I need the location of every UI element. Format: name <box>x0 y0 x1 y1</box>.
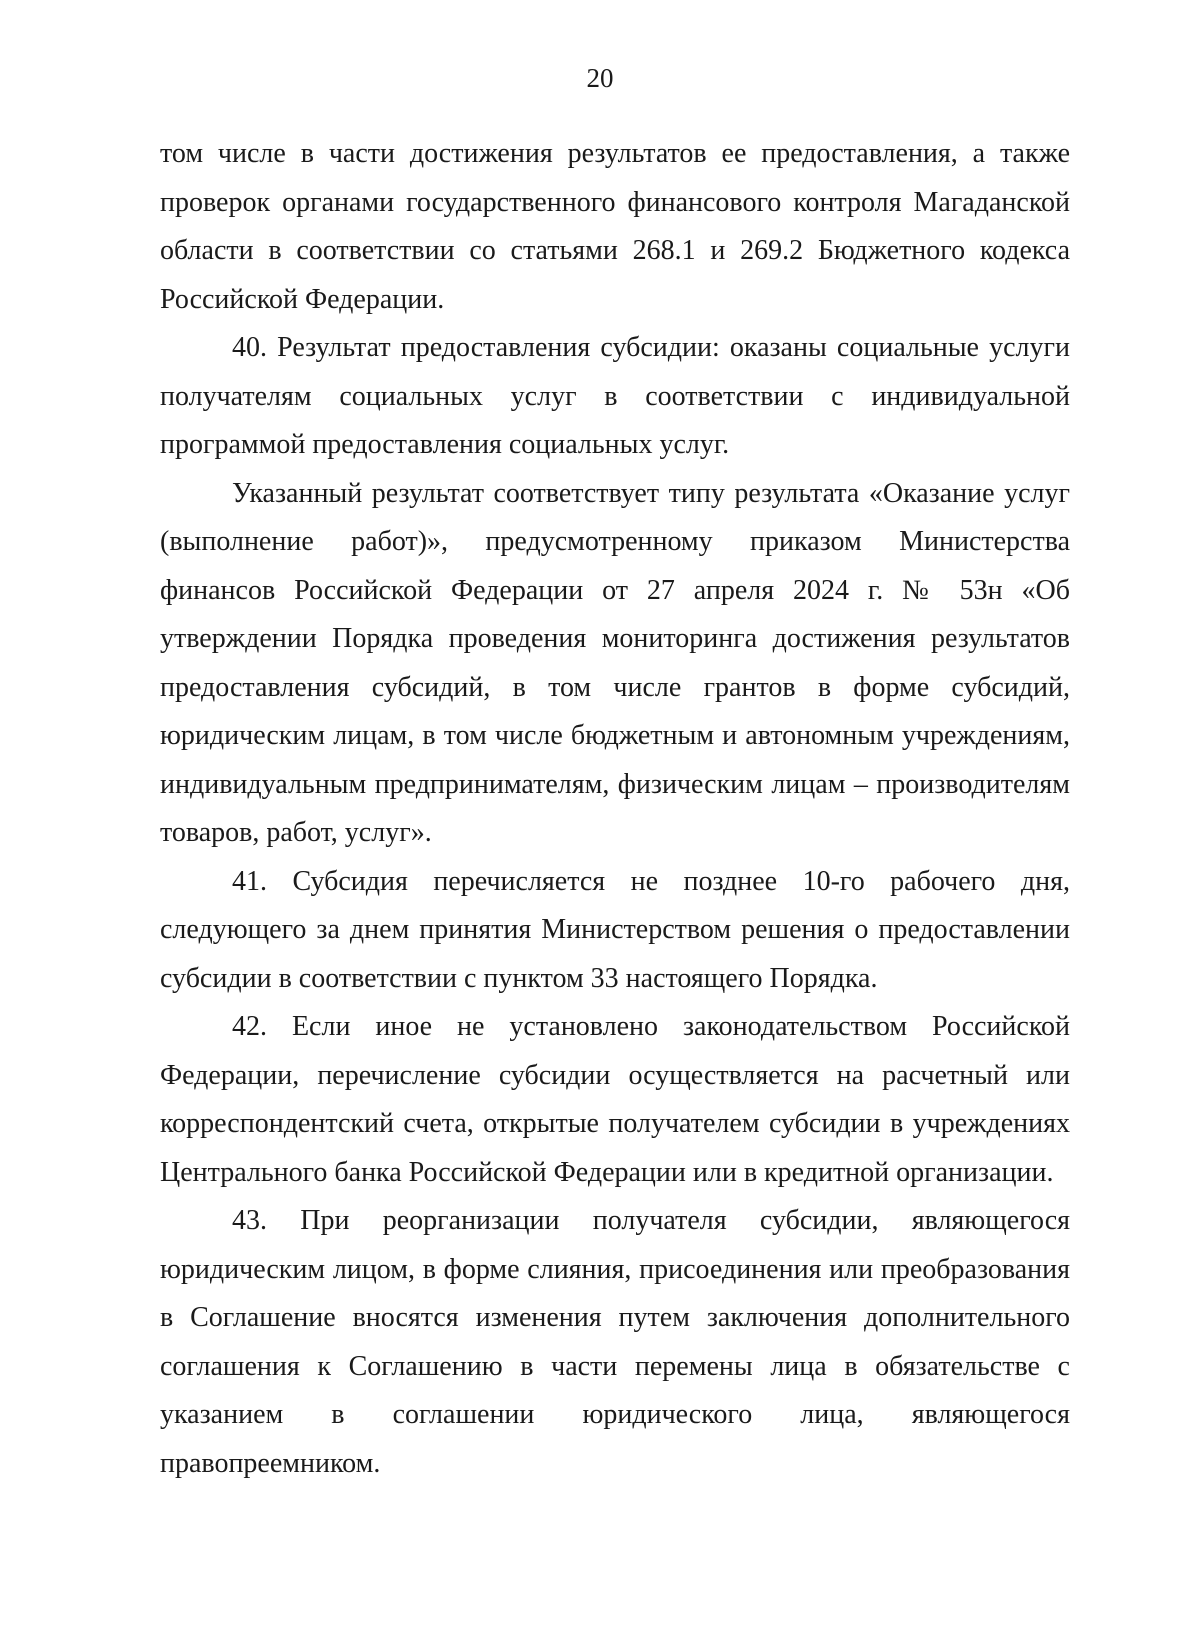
paragraph-continuation: том числе в части достижения результатов ее предоставления, а также проверок органами государственного финансового контроля Магаданской области в соответствии со статьями 268.1 и 269.2 Бюджетного кодекса Российской Федерации. <box>160 138 1070 315</box>
paragraph-42: 42. Если иное не установлено законодательством Российской Федерации, перечисление субсидии осуществляется на расчетный или корреспондентский счета, открытые получателем субсидии в учреждениях Центрального банка Российской Федерации или в кредитной организации. <box>160 1011 1070 1188</box>
paragraph-40-result-type: Указанный результат соответствует типу результата «Оказание услуг (выполнение работ)», предусмотренному приказом Министерства финансов Российской Федерации от 27 апреля 2024 г. № 53н «Об утверждении Порядка проведения мониторинга достижения результатов предоставления субсидий, в том числе грантов в форме субсидий, юридическим лицам, в том числе бюджетным и автономным учреждениям, индивидуальным предпринимателям, физическим лицам – производителям товаров, работ, услуг». <box>160 477 1070 848</box>
paragraph-41: 41. Субсидия перечисляется не позднее 10-го рабочего дня, следующего за днем принятия Министерством решения о предоставлении субсидии в соответствии с пунктом 33 настоящего Порядка. <box>160 865 1070 994</box>
paragraph-40: 40. Результат предоставления субсидии: оказаны социальные услуги получателям социальных услуг в соответствии с индивидуальной программой предоставления социальных услуг. <box>160 332 1070 460</box>
paragraph-43: 43. При реорганизации получателя субсидии, являющегося юридическим лицом, в форме слияния, присоединения или преобразования в Соглашение вносятся изменения путем заключения дополнительного соглашения к Соглашению в части перемены лица в обязательстве с указанием в соглашении юридического лица, являющегося правопреемником. <box>160 1205 1070 1479</box>
document-body <box>160 130 1070 1488</box>
page-number: 20 <box>586 63 614 93</box>
